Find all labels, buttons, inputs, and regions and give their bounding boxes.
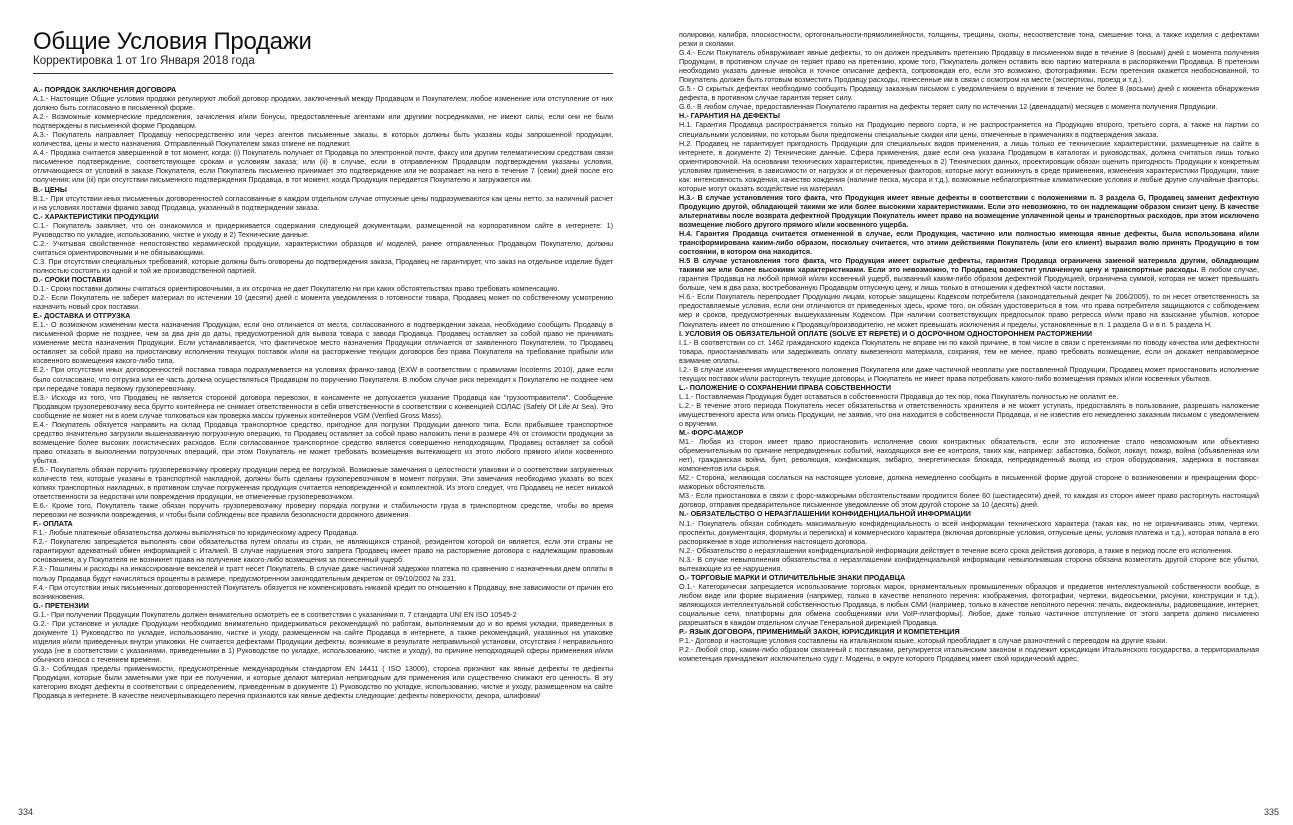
clause-paragraph: E.5.- Покупатель обязан поручить грузоперевозчику проверку продукции перед ее погрузкой. Возможные замечания о целостности упаковки и о соответствии загруженных количеств тем, которые указаны в транспортной накладной, должны быть сделаны грузоперевозчиком в момент погрузки. Эти замечания необходимо указать во всех копиях транспортных накладных, в противном случае погруженная продукция считается неповрежденной и комплектной. Из этого следует, что Продавец не несет никакой ответственности за недостачи или повреждения продукции, не отмеченные грузоперевозчиком.	[33, 464, 613, 502]
clause-paragraph: H.1. Гарантия Продавца распространяется только на Продукцию первого сорта, и не распространяется на Продукцию второго, третьего сорта, а также на партии со специальными условиями, по которым были предложены специальные скидки или цены, отмеченные в примечаниях в подтверждения заказа.	[679, 120, 1259, 139]
clause-paragraph: I.1.- В соответствии со ст. 1462 гражданского кодекса Покупатель не вправе ни по какой причине, в том числе в связи с претензиями по поводу качества или дефектности товара, приостанавливать или задерживать оплату вывезенного материала, сохраняя, тем не менее, право требовать возмещение, если он докажет неправомерное взимание оплаты.	[679, 337, 1259, 365]
section-heading: H.- ГАРАНТИЯ НА ДЕФЕКТЫ	[679, 111, 780, 121]
clause-paragraph: A.1.- Настоящие Общие условия продажи регулируют любой договор продажи, заключенный между Продавцом и Покупателем; любое изменение или отступление от них должно быть согласовано в письменной форме.	[33, 94, 613, 113]
section-heading: P.- ЯЗЫК ДОГОВОРА, ПРИМЕНИМЫЙ ЗАКОН, ЮРИСДИКЦИЯ И КОМПЕТЕНЦИЯ	[679, 627, 960, 637]
clause-paragraph: F.2.- Покупателю запрещается выполнять свои обязательства путем оплаты из стран, не являющихся страной, резидентом которой он является, если эти страны не гарантируют адекватный обмен информацией с Италией. В случае нарушения этого запрета Продавец имеет право на расторжение договора с надлежащим правовым основанием, а у Покупателя не возникнет права на получение какого-либо возмещения за понесенный ущерб.	[33, 537, 613, 565]
clause-paragraph: E.6.- Кроме того, Покупатель также обязан поручить грузоперевозчику проверку порядка погрузки и стабильности груза в транспортном средстве, чтобы во время перевозки не возникли повреждения, и чтобы были соблюдены все правила безопасности дорожного движения.	[33, 501, 613, 520]
section-heading: B.- ЦЕНЫ	[33, 184, 67, 194]
clause-paragraph: F.4.- При отсутствии иных письменных договоренностей Покупатель обязуется не компенсировать никакой кредит по отношению к Продавцу, вне зависимости от причин его возникновения.	[33, 582, 613, 601]
section-heading: N.- ОБЯЗАТЕЛЬСТВО О НЕРАЗГЛАШЕНИИ КОНФИДЕНЦИАЛЬНОЙ ИНФОРМАЦИИ	[679, 509, 971, 519]
clause-paragraph: G.2.- При установке и укладке Продукции необходимо внимательно придерживаться рекомендаций по работам, выполняемым до и во время укладки, приведенных в документе 1) Руководство по укладке, использованию, чистке и уходу, размещенном на сайте Продавца в интернете, а также рекомендаций, указанных на упаковке изделия и/или приведенных внутри упаковки. Не считается дефектами Продукции дефекты, возникшие в результате неправильной установки, отсутствия / неправильного ухода (не в соответствии с указаниями, приведенными в 1) Руководстве по укладке, использованию, чистке и уходу), по причине неподходящей сферы применения и/или обычного износа с течением времени.	[33, 618, 613, 664]
clause-paragraph: H.2. Продавец не гарантирует пригодность Продукции для специальных видов применения, а лишь только ее технические характеристики, размещенные на сайте в интернете, в документе 2) Технические данные. Сфера применения, даже если она указана Продавцом в каталогах и руководствах, должна считаться лишь только ориентировочной. На основании технических характеристик, приведенных в 2) Технических данных, проектировщик обязан оценить пригодность Продукции к конкретным условиям применения, в зависимости от нагрузок и от переменных факторов, которые могут возникнуть в среде применения, изменения характеристики Продукции, такие как: интенсивность хождения, качество хождения (наличие песка, мусора и т.д.), возможные неблагоприятные климатические условия и любые другие случайные факторы, которые могут оказать воздействие на материал.	[679, 138, 1259, 193]
clause-paragraph: M3.- Если приостановка в связи с форс-мажорными обстоятельствами продлится более 60 (шестидесяти) дней, то каждая из сторон имеет право расторгнуть настоящий договор, отправив предварительное письменное уведомление об этом другой стороне за 10 (десять) дней.	[679, 491, 1259, 510]
clause-paragraph: G.5.- О скрытых дефектах необходимо сообщить Продавцу заказным письмом с уведомлением о вручении в течение не более 8 (восьми) дней с момента обнаружения дефекта, в противном случае гарантия теряет силу.	[679, 84, 1259, 103]
clause-paragraph-bold: H.3.- В случае установления того факта, что Продукция имеет явные дефекты в соответствии с положениями п. 3 раздела G, Продавец заменит дефектную Продукцию другой, обладающей такими же или более высокими характеристиками. Если это невозможно, то он надлежащим образом снизит цену. В качестве альтернативы после возврата дефектной Продукции Покупатель имеет право на возмещение уплаченной цены и транспортных расходов, при этом исключено возмещение любого другого прямого и/или косвенного ущерба.	[679, 192, 1259, 229]
clause-paragraph: E.2.- При отсутствии иных договоренностей поставка товара подразумевается на условиях франко-завод (EXW в соответствии с правилами Incoterms 2010), даже если было согласовано, что отгрузка или ее часть должна осуществляться Продавцом по поручению Покупателя. В любом случае риск переходит к Покупателю не позднее чем при передаче товара первому грузоперевозчику.	[33, 365, 613, 393]
page-number-left: 334	[18, 807, 34, 817]
clause-paragraph: N.2.- Обязательство о неразглашении конфиденциальной информации действует в течение всего срока действия договора, а также в период после его исполнения.	[679, 545, 1233, 555]
clause-paragraph: F.3.- Пошлины и расходы на инкассирование векселей и тратт несет Покупатель. В случае даже частичной задержки платежа по сравнению с назначенным днем оплаты в пользу Продавца будут начисляться проценты в размере, предусмотренном законодательным декретом от 09/10/2002 № 231.	[33, 564, 613, 583]
clause-paragraph-bold: H.4. Гарантия Продавца считается отмененной в случае, если Продукция, частично или полностью имеющая явные дефекты, была использована и/или трансформирована каким-либо образом, поскольку считается, что этими действиями Покупатель (или его клиент) выразил волю принять Продукцию в том состоянии, в котором она находится.	[679, 229, 1259, 257]
clause-paragraph: E.4.- Покупатель обязуется направить на склад Продавца транспортное средство, пригодное для погрузки Продукции данного типа. Если прибывшее транспортное средство значительно загрузили вышеназванную погрузочную операцию, то Продавец оставляет за собой право наложить пени в размере 4% от стоимости продукции за возмещение более высоких логистических расходов. Если согласованное транспортное средство является совершенно неподходящим, Продавец оставляет за собой право отказать в выполнении погрузочных операций, при этом Покупатель не может требовать возмещения вытекающего из этого любого прямого и/или косвенного убытка.	[33, 419, 613, 465]
clause-paragraph: P.1.- Договор и настоящие условия составлены на итальянском языке, который преобладает в случае разночтений с переводом на другие языки.	[679, 636, 1168, 646]
clause-paragraph	[679, 256, 1259, 292]
section-heading: M.- ФОРС-МАЖОР	[679, 428, 744, 438]
clause-paragraph: D.2.- Если Покупатель не заберет материал по истечении 10 (десяти) дней с момента уведомления о готовности товара, Продавец может по собственному усмотрению назначить новый срок поставки.	[33, 293, 613, 312]
clause-paragraph: L.2.- В течение этого периода Покупатель несет обязательства и ответственность хранителя и не может уступать, предоставлять в пользование, разрешать наложение имущественного ареста или опись Продукции, не заявив, что она находится в собственности Продавца, и не известив его немедленно заказным письмом с уведомлением о вручении.	[679, 400, 1259, 429]
clause-paragraph: M1.- Любая из сторон имеет право приостановить исполнение своих контрактных обязательств, если это исполнение стало невозможным или объективно обременительным по причине непредвиденных событий, находящихся вне ее контроля, таких как, например: забастовка, бойкот, локаут, пожар, война (объявленная или нет), гражданская война, бунт, революция, конфискация, эмбарго, энергетическая блокада, непредвиденный выход из строя оборудования, задержка в поставках компонентов или сырья.	[679, 437, 1259, 474]
section-heading: E.- ДОСТАВКА И ОТГРУЗКА	[33, 311, 131, 321]
section-heading: C.- ХАРАКТЕРИСТИКИ ПРОДУКЦИИ	[33, 211, 159, 221]
clause-paragraph: C.2.- Учитывая свойственное непостоянство керамической продукции, характеристики образцов и/ моделей, ранее отправленных Продавцом Покупателю, должны считаться ориентировочными и не обязывающими.	[33, 238, 613, 257]
clause-paragraph: F.1.- Любые платежные обязательства должны выполняться по юридическому адресу Продавца.	[33, 528, 359, 538]
clause-paragraph: N.1.- Покупатель обязан соблюдать максимальную конфиденциальность о всей информации технического характера (такая как, но не ограничиваясь этим, чертежи, проспекты, документация, формулы и переписка) и коммерческого характера (включая договорные условия, отпускные цены, условия платежа и т.д.), которая попала в его распоряжение в ходе исполнения настоящего договора.	[679, 518, 1259, 546]
section-heading: F.- ОПЛАТА	[33, 519, 73, 529]
clause-paragraph: A.2.- Возможные коммерческие предложения, зачисления и/или бонусы, предоставленные агентами или другими посредниками, не имеют силы, если они не были подтверждены в письменной форме Продавцом.	[33, 112, 613, 131]
clause-paragraph: A.4.- Продажа считается завершенной в тот момент, когда: (i) Покупатель получает от Продавца по электронной почте, факсу или другим телематическим средствам связи письменное подтверждение, соответствующее срокам и условиям заказа; или (ii) в случае, если в отправленном Продавцом подтверждении указаны условия, отличающиеся от условий в заказе Покупателя, если Покупатель письменно принимает это подтверждение или не возражает на него в течение 7 (семи) дней после его получения; или (iii) при отсутствии письменного подтверждения Продавца, в тот момент, когда Продукция передается Покупателю и загружается им.	[33, 148, 613, 185]
clause-paragraph: A.3.- Покупатель направляет Продавцу непосредственно или через агентов письменные заказы, в которых должны быть указаны коды запрошенной продукции, количества, цены и место назначения. Отправленный Покупателем заказ отмене не подлежит.	[33, 130, 613, 149]
document-subtitle: Корректировка 1 от 1го Января 2018 года	[33, 55, 255, 67]
left-page	[0, 0, 646, 825]
section-heading: A.- ПОРЯДОК ЗАКЛЮЧЕНИЯ ДОГОВОРА	[33, 85, 177, 94]
clause-paragraph: B.1.- При отсутствии иных письменных договоренностей согласованные в каждом отдельном случае отпускные цены подразумеваются как цены нетто, за наличный расчет и на условиях поставки франко завод Продавца, указанный в подтверждении заказа.	[33, 193, 613, 212]
section-heading: L.- ПОЛОЖЕНИЕ О СОХРАНЕНИИ ПРАВА СОБСТВЕННОСТИ	[679, 382, 892, 392]
left-text-column	[33, 85, 613, 797]
clause-paragraph: E.3.- Исходя из того, что Продавец не является стороной договора перевозки, в консаменте не допускается указание Продавца как "грузоотправителя". Сообщение Продавцом грузоперевозчику веса брутто контейнера не снимает ответственности в себя ответственности в соответствии с конвенцией СОЛАС (Safety Of Life At Sea). Это сообщение не может ни в коем случае толковаться как проверка массы груженых контейнеров VGM (Verified Gross Mass).	[33, 392, 613, 420]
clause-paragraph: G.6.- В любом случае, предоставленная Покупателю гарантия на дефекты теряет силу по истечении 12 (двенадцати) месяцев с момента получения Продукции.	[679, 102, 1218, 112]
clause-paragraph: D.1.- Сроки поставки должны считаться ориентировочными, а их отсрочка не дает Покупателю ни при каких обстоятельствах право требовать компенсацию.	[33, 284, 560, 294]
clause-paragraph: L.1.- Поставляемая Продукция будет оставаться в собственности Продавца до тех пор, пока Покупатель полностью не оплатит ее.	[679, 391, 1119, 401]
page-number-right: 335	[1263, 807, 1279, 817]
clause-paragraph: M2.- Сторона, желающая сослаться на настоящее условие, должна немедленно сообщить в письменной форме другой стороне о возникновении и прекращении форс-мажорных обстоятельств.	[679, 473, 1259, 492]
clause-paragraph: C.3. При отсутствии специальных требований, которые должны быть оговорены до подтверждения заказа, Продавец не гарантирует, что заказ на отдельное изделие будет полностью состоять из одной и той же производственной партией.	[33, 256, 613, 275]
clause-paragraph: O.1.- Категорически запрещается использование торговых марок, орнаментальных промышленных образцов и предметов интеллектуальной собственности вообще, в любом виде или форме выражения (например, только в качестве неполного перечня: изображения, фотографии, чертежи, видеосъемки, рисунки, конструкции и т.д.), являющихся интеллектуальной собственностью Продавца, в любых СМИ (например, только в качестве неполного перечня: печать, видеоканалы, радиовещание, интернет, социальные сети, платформы для обмена сообщениями или VoIP-платформы). Любое, даже только частичное отступление от этого запрета должно письменно разрешаться в каждом отдельном случае Генеральной дирекцией Продавца.	[679, 581, 1259, 628]
right-page	[646, 0, 1293, 825]
clause-paragraph: I.2.- В случае изменения имущественного положения Покупателя или даже частичной неоплаты уже поставленной Продукции, Продавец может приостановить исполнение текущих поставок и/или расторгнуть текущие договоры, и Покупатель не имеет права потребовать какого-либо возмещения прямых и/или косвенных убытков.	[679, 364, 1259, 383]
clause-paragraph: C.1.- Покупатель заявляет, что он ознакомился и придерживается содержания следующей документации, размещенной на корпоративном сайте в интернете: 1) Руководство по укладке, использованию, чистке и уходу и 2) Технические данные.	[33, 220, 613, 239]
clause-paragraph: G.4.- Если Покупатель обнаруживает явные дефекты, то он должен предъявить претензию Продавцу в письменном виде в течение 8 (восьми) дней с момента получения Продукции, в противном случае он теряет право на претензию, кроме того, Покупатель должен оставить всю партию материала в распоряжении Продавца. В претензии необходимо указать данные инвойса и точное описание дефекта, сопровождая его, если это возможно, фотографиями. Если претензия окажется необоснованной, то Покупатель должен быть готовым возместить Продавцу расходы, понесенные им в связи с осмотром на месте (экспертизы, проезд и т.д.).	[679, 48, 1259, 85]
document-title: Общие Условия Продажи	[33, 28, 312, 55]
section-heading: D.- СРОКИ ПОСТАВКИ	[33, 274, 112, 284]
title-divider	[33, 73, 613, 74]
clause-paragraph: H.6.- Если Покупатель перепродает Продукцию лицам, которые защищены Кодексом потребителя (законодательный декрет № 206/2005), то он несет ответственность за предоставляемые условия, если они отличаются от приведенных здесь, кроме того, он обязан удостовериться в том, что права потребителя защищаются с соблюдением мер и сроков, предусмотренных вышеуказанным Кодексом. При наличии соответствующих предпосылок право регресса и/или право на взыскание убытков, которое Покупатель имеет по отношению к Продавцу/производителю, не может превышать исключения и пределы, установленные в п. 1 раздела G и в п. 5 раздела H.	[679, 292, 1259, 329]
clause-paragraph: E.1.- О возможном изменении места назначения Продукции, если оно отличается от места, согласованного в подтверждении заказа, необходимо сообщить Продавцу в письменной форме не позднее, чем за два дня до даты, предусмотренной для вывоза товара с завода Продавца. Продавец оставляет за собой право не принимать изменение места назначения Продукции. Если устанавливается, что фактическое место назначения Продукции отличается от заявленного Покупателем, то Продавец оставляет за собой право на приостановку исполнения текущих поставок и/или на расторжение текущих договоров без права Покупателя на требование прибыли или косвенного возмещения какого-либо типа.	[33, 320, 613, 366]
clause-paragraph: P.2.- Любой спор, каким-либо образом связанный с поставками, регулируется итальянским законом и подлежит юрисдикции Итальянского государства, а территориальная компетенция принадлежит исключительно суду г. Модены, в округе которого Продавец имеет свой юридический адрес.	[679, 645, 1259, 664]
clause-regular-part: В любом случае, гарантия Продавца на любой прямой и/или косвенный ущерб, вызванный каким-либо образом дефектной Продукцией, ограничена суммой, которая не может превышать больше, чем в два раза, востребованную Продавцом отпускную цену, и лишь только в отношении к дефектной части поставки.	[679, 265, 1259, 293]
clause-paragraph: полировки, калибра, плоскостности, ортогональности-прямолинейности, толщины, трещины, сколы, несоответствие тона, смешение тона, а также изделия с дефектами резки и сколами.	[679, 30, 1259, 49]
right-text-column	[679, 30, 1259, 795]
clause-bold-part: H.5 В случае установления того факта, что Продукция имеет скрытые дефекты, гарантия Продавца ограничена заменой материала другим, обладающим такими же или более высокими характеристиками. Если это невозможно, то Продавец возместит уплаченную цену и транспортные расходы.	[679, 256, 1259, 275]
section-heading: I. УСЛОВИЯ ОБ ОБЯЗАТЕЛЬНОЙ ОПЛАТЕ (SOLVE ET REPETE) И О ДОСРОЧНОМ ОДНОСТОРОННЕМ РАСТОРЖЕНИИ	[679, 328, 1093, 338]
section-heading: O.- ТОРГОВЫЕ МАРКИ И ОТЛИЧИТЕЛЬНЫЕ ЗНАКИ ПРОДАВЦА	[679, 572, 906, 582]
clause-paragraph: G.1.- При получении Продукции Покупатель должен внимательно осмотреть ее в соответствии с указаниями п. 7 стандарта UNI EN ISO 10545-2	[33, 609, 517, 619]
clause-paragraph: N.3.- В случае невыполнения обязательства о неразглашении конфиденциальной информации невыполнившая сторона обязана возместить другой стороне все убытки, вытекающие из ее нарушения.	[679, 554, 1259, 573]
clause-paragraph: G.3.- Соблюдая пределы применимости, предусмотренные международным стандартом EN 14411 ( ISO 13006), сторона признают как явные дефекты те дефекты Продукции, которые были заметными уже при ее получении, и которые делают материал непригодным для применения или существенно снижают его ценность. В эту категорию входят дефекты в соответствии с определением, приведенным в документе 1) Руководство по укладке, использованию, чистке и уходу, размещенном на сайте Продавца в интернете. В качестве неисчерпывающего перечня признаются как явные дефекты следующие: дефекты поверхности, декора, шлифовки/	[33, 664, 613, 701]
section-heading: G.- ПРЕТЕНЗИИ	[33, 600, 89, 610]
